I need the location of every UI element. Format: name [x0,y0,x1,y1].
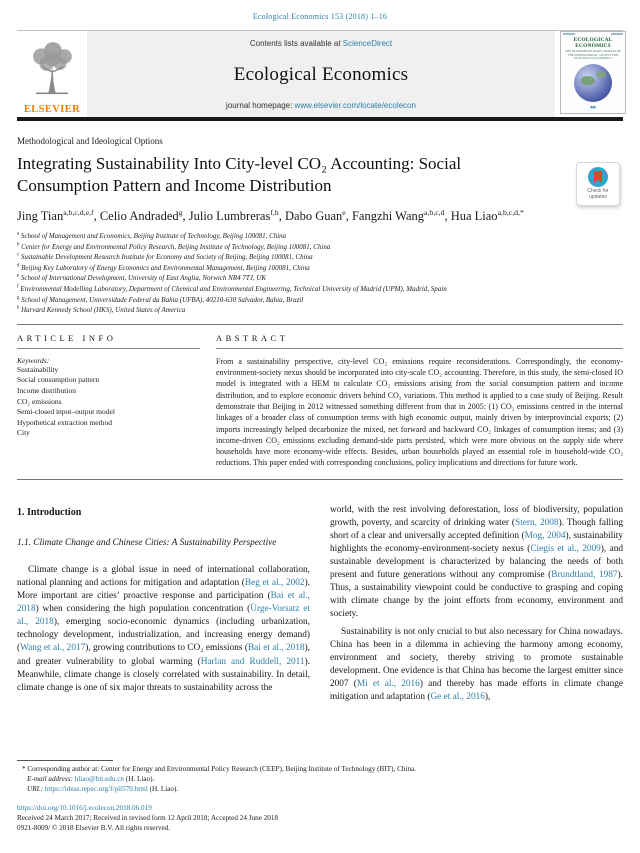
keyword: Semi-closed input–output model [17,407,115,417]
cover-top-decor [561,32,625,35]
article-info-header: ARTICLE INFO [17,325,200,349]
body-columns [17,504,623,708]
cover-footer-decor: ▮▮▮ [590,104,596,109]
elsevier-logo [17,31,87,117]
abstract-header: ABSTRACT [216,325,623,349]
journal-title: Ecological Economics [233,63,409,85]
elsevier-tree-icon [25,42,79,103]
journal-reference: Ecological Economics 153 (2018) 1–16 [252,12,388,21]
section-heading-introduction: 1. Introduction [17,506,82,518]
citation-link[interactable]: Ciegis et al., 2009 [530,544,601,554]
page-footer [17,760,623,833]
affiliation: $^c$ Sustainable Development Research Institute for Economy and Society of Beijing, Beijing 100081, China [17,252,313,262]
keyword: CO₂ emissions [17,396,62,406]
homepage-line: journal homepage: www.elsevier.com/locate/ecolecon [226,101,416,110]
abstract-column [216,325,623,469]
contents-line: Contents lists available at ScienceDirect [249,39,393,48]
received-dates: Received 24 March 2017; Received in revised form 12 April 2018; Accepted 24 June 2018 [17,814,279,823]
body-paragraph: world, with the rest involving deforestation, loss of biodiversity, population growth, poverty, and scarcity of drinking water (Stern, 2008). Though falling short of a clear and universally accepted definition (Mog, 2004), sustainability highlights the economy-environment-society nexus (Ciegis et al., 2009), and sustainable development is characterized by balancing the needs of both present and future generations without any compromise (Brundtland, 1987). Thus, a sustainability viewpoint could be conductive to grasping and coping with climate change by the joint efforts from economy, environment and society. [330,504,624,620]
affiliation: $^a$ School of Management and Economics, Beijing Institute of Technology, Beijing 100081, China [17,231,287,240]
affiliations [17,231,623,316]
body-left-column [17,504,310,708]
body-paragraph: Sustainability is not only crucial to but also necessary for China nowadays. China has been in a dilemma in achieving the harmony among economy, environment and society, thereby striving to promote sustainable development. One evidence is that China has become the largest emitter since 2007 (Mi et al., 2016) and thereby has made efforts in climate change mitigation and adaptation (Ge et al., 2016), [330,626,624,703]
check-updates-icon [588,167,608,187]
info-bottom-rule [17,479,623,480]
journal-cover-thumbnail[interactable] [560,31,626,114]
publication-meta [17,803,623,833]
affiliation: $^b$ Center for Energy and Environmental Policy Research, Beijing Institute of Technology, Beijing 100081, China [17,242,331,251]
keyword: City [17,428,30,438]
globe-landmass2-icon [596,71,606,78]
masthead-center [87,31,555,117]
keyword: Social consumption pattern [17,375,100,385]
masthead [17,31,623,117]
globe-landmass-icon [581,76,595,85]
footnote-separator [17,760,113,761]
body-right-column [330,504,623,708]
doi-link[interactable]: https://doi.org/10.1016/j.ecolecon.2018.06.019 [17,804,152,813]
article-title: Integrating Sustainability Into City-level CO₂ Accounting: Social Consumption Pattern and Income Distribution [17,154,462,195]
check-updates-label: Check for updates [587,188,609,200]
email-line: E-mail address: hliao@bit.edu.cn (H. Liao). [27,774,155,783]
cover-subtitle: THE TRANSDISCIPLINARY JOURNAL OF THE INTERNATIONAL SOCIETY FOR ECOLOGICAL ECONOMICS [565,49,621,61]
citation-link[interactable]: Wang et al., 2017 [20,643,86,654]
affiliation: $^h$ Harvard Kennedy School (HKS), United States of America [17,305,186,315]
citation-link[interactable]: https://ideas.repec.org/f/pli570.html [44,784,148,793]
citation-link[interactable]: Mi et al., 2016 [356,678,420,689]
keyword: Hypothetical extraction method [17,417,112,427]
citation-link[interactable]: Beg et al., 2002 [244,578,305,588]
citation-link[interactable]: Harlan and Ruddell, 2011 [200,656,305,667]
citation-link[interactable]: Mog, 2004 [524,530,566,541]
article-category: Methodological and Ideological Options [17,136,163,146]
citation-link[interactable]: Bai et al., 2018 [247,643,305,654]
cover-title: ECOLOGICAL ECONOMICS [573,37,613,49]
citation-link[interactable]: hliao@bit.edu.cn [74,774,124,783]
article-info-column [17,325,200,469]
check-for-updates-badge[interactable] [576,162,620,206]
citation-link[interactable]: Ge et al., 2016 [430,692,485,703]
url-line: URL: https://ideas.repec.org/f/pli570.html (H. Liao). [27,784,179,793]
masthead-black-bar [17,117,623,121]
keywords-label: Keywords: [17,355,50,365]
body-paragraph: Climate change is a global issue in need of international collaboration, national planning and actions for mitigation and adaptation (Beg et al., 2002). More important are cities’ proactive response and participation (Bai et al., 2018) when considering the high population concentration (Ürge-Vorsatz et al., 2018), emerging socio-economic dynamics (including urbanization, technology development, industrialization, and increasing energy demand) (Wang et al., 2017), growing contributions to CO₂ emissions (Bai et al., 2018), and greater vulnerability to global warming (Harlan and Ruddell, 2011). Meanwhile, climate change is closely correlated with sustainability. In detail, climate change is one of six major threats to sustainability across the [17,564,311,693]
citation-link[interactable]: Brundtland, 1987 [551,570,618,581]
keyword: Sustainability [17,364,59,374]
citation-link[interactable]: www.elsevier.com/locate/ecolecon [294,101,416,110]
citation-link[interactable]: Ürge-Vorsatz et al., 2018 [17,604,310,628]
affiliation: $^d$ Beijing Key Laboratory of Energy Economics and Environmental Management, Beijing 100081, China [17,263,310,272]
subsection-heading-1-1: 1.1. Climate Change and Chinese Cities: A Sustainability Perspective [17,537,277,548]
affiliation: $^f$ Environmental Modelling Laboratory, Department of Chemical and Environmental Engineering, Technical University of Madrid (UPM), Madrid, Spain [17,284,447,293]
citation-link[interactable]: ScienceDirect [342,39,393,48]
info-abstract-section [17,325,623,469]
corresponding-author-note: * Corresponding author at: Center for Energy and Environmental Policy Research (CEEP), Beijing Institute of Technology (BIT), China. [22,765,417,773]
citation-link[interactable]: Bai et al., 2018 [17,591,310,615]
citation-link[interactable]: Stern, 2008 [515,517,559,528]
affiliation: $^e$ School of International Development, University of East Anglia, Norwich NR4 7TJ, UK [17,274,267,283]
elsevier-wordmark: ELSEVIER [23,104,81,115]
keyword: Income distribution [17,385,76,395]
author-list: Jing Tian$^{a,b,c,d,e,f}$, Celio Andraded$^g$, Julio Lumbreras$^{f,h}$, Dabo Guan$^e$, Fangzhi Wang$^{a,b,c,d}$, Hua Liao$^{a,b,c,d,*}$ [17,207,524,223]
affiliation: $^g$ School of Management, Universidade Federal da Bahia (UFBA), 40210-630 Salvador, Bahia, Brazil [17,295,304,304]
globe-image [574,64,612,102]
abstract-text: From a sustainability perspective, city-level CO₂ emissions require reconsiderations. Correspondingly, the economy-environment-society nexus should be incorporated into city-scale CO₂ accounting. Therefore, in this study, the semi-closed IO model is integrated with a HEM to calculate CO₂ emissions arising from the social consumption pattern and income distribution, and to explore economic drivers behind CO₂ variations. This method is applied to a case study of Beijing. Result demonstrate that Beijing in 2012 witnessed something different from that in 2005: (1) CO₂ emissions centred in the internal linkages of a broader class of consumption terms with high economic output, mainly driven by interprovincial exports; (2) imports increasingly helped decarbonize the mixed, net forward and backward CO₂ linkages of consumption items; and (3) income-driven CO₂ emissions excluding demand-side parts persisted, which were more obvious on the supply side where households have more economy-wide effects. Besides, urban households played an essential role in household-wide CO₂ reductions. This paper ended with corresponding conclusions, policy implications and directions for future work. [216,356,623,468]
issn-copyright: 0921-8009/ © 2018 Elsevier B.V. All rights reserved. [17,824,171,833]
